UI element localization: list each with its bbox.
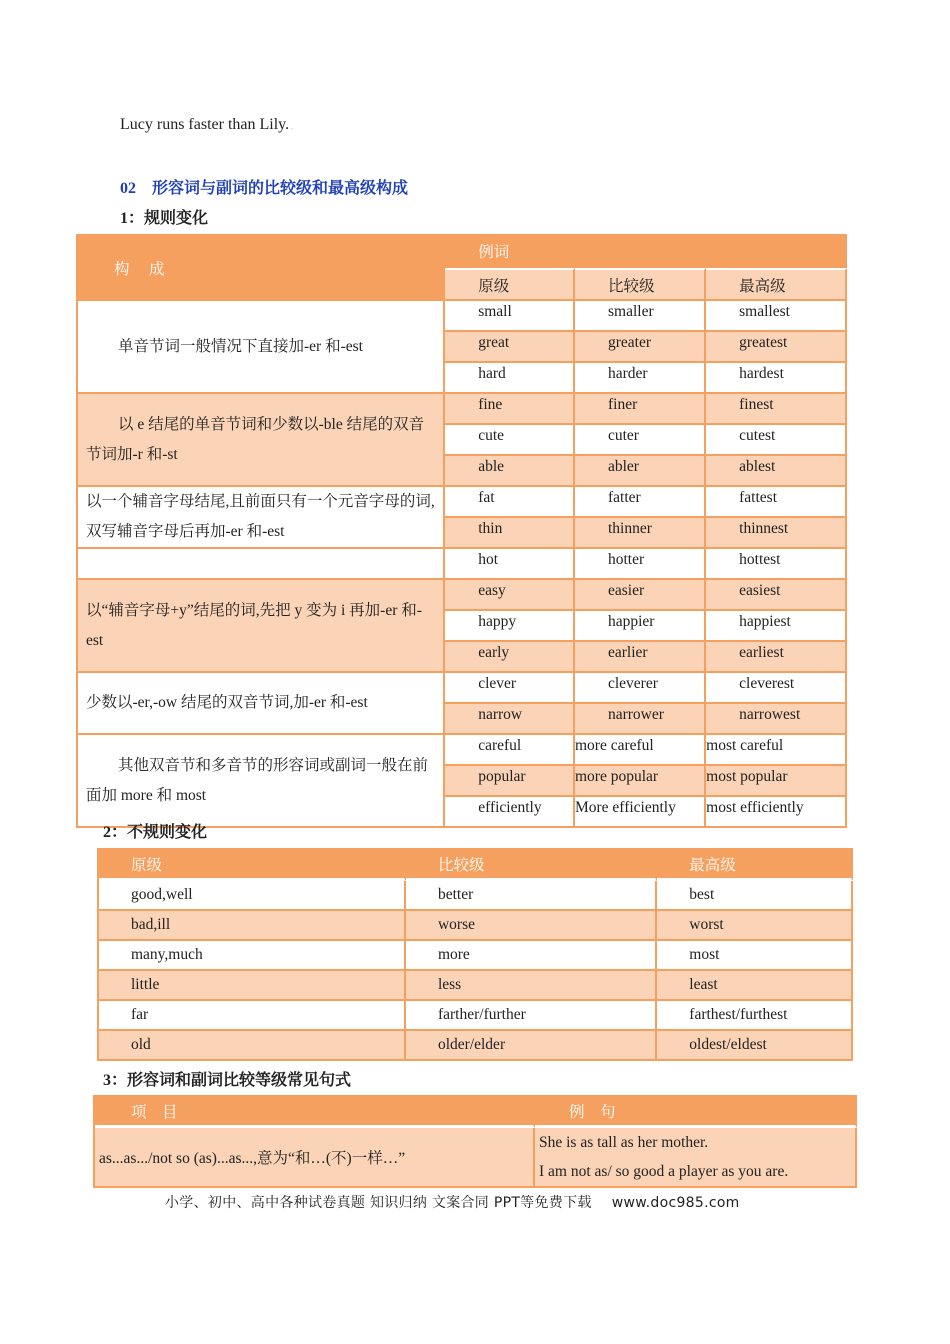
table-row [99, 911, 853, 941]
base-form: narrow [445, 704, 575, 735]
rule-cell: 少数以-er,-ow 结尾的双音节词,加-er 和-est [78, 673, 445, 735]
base-form: fat [445, 487, 575, 518]
comparative-form: worse [406, 911, 657, 941]
base-form: old [99, 1031, 406, 1061]
comparative-form: abler [575, 456, 706, 487]
comparative-form: easier [575, 580, 706, 611]
base-form: popular [445, 766, 575, 797]
comparative-form: better [406, 881, 657, 911]
section-title: 形容词与副词的比较级和最高级构成 [152, 180, 409, 197]
pattern-examples [535, 1128, 857, 1188]
footer-text: 小学、初中、高中各种试卷真题 知识归纳 文案合同 PPT等免费下载 [165, 1195, 592, 1211]
pattern-item: as...as.../not so (as)...as...,意为“和…(不)一样…” [95, 1128, 535, 1188]
comparative-form: finer [575, 394, 706, 425]
superlative-form: most popular [706, 766, 847, 797]
irregular-header-0: 原级 [99, 850, 406, 881]
rule-cell: 其他双音节和多音节的形容词或副词一般在前面加 more 和 most [78, 735, 445, 828]
superlative-form: fattest [706, 487, 847, 518]
pattern-header-example: 例 句 [535, 1097, 857, 1128]
table-row [99, 1001, 853, 1031]
comparative-form: thinner [575, 518, 706, 549]
comparative-form: farther/further [406, 1001, 657, 1031]
comparative-form: cuter [575, 425, 706, 456]
base-form: careful [445, 735, 575, 766]
section-number: 02 [120, 180, 136, 197]
superlative-form: farthest/furthest [657, 1001, 853, 1031]
base-form: far [99, 1001, 406, 1031]
superlative-form: thinnest [706, 518, 847, 549]
comparative-form: greater [575, 332, 706, 363]
superlative-form: cleverest [706, 673, 847, 704]
irregular-change-table [97, 848, 853, 1061]
subheading-irregular: 2：不规则变化 [103, 824, 208, 841]
irregular-header-1: 比较级 [406, 850, 657, 881]
comparative-form: older/elder [406, 1031, 657, 1061]
table-row [78, 301, 847, 332]
superlative-form: smallest [706, 301, 847, 332]
base-form: clever [445, 673, 575, 704]
comparative-form: harder [575, 363, 706, 394]
base-form: able [445, 456, 575, 487]
superlative-form: most efficiently [706, 797, 847, 828]
table-row [99, 1031, 853, 1061]
subheading-regular: 1：规则变化 [120, 210, 209, 227]
table-row [78, 673, 847, 704]
comparative-form: more careful [575, 735, 706, 766]
example-sentence: She is as tall as her mother. [539, 1134, 709, 1151]
regular-change-table [76, 234, 847, 828]
irregular-header-2: 最高级 [657, 850, 853, 881]
table-row [78, 394, 847, 425]
base-form: small [445, 301, 575, 332]
header-rule: 构 成 [78, 236, 445, 301]
section-heading [120, 175, 408, 198]
superlative-form: most careful [706, 735, 847, 766]
base-form: hot [445, 549, 575, 580]
superlative-form: hardest [706, 363, 847, 394]
superlative-form: hottest [706, 549, 847, 580]
pattern-header-item: 项 目 [95, 1097, 535, 1128]
rule-cell: 以 e 结尾的单音节词和少数以-ble 结尾的双音节词加-r 和-st [78, 394, 445, 487]
superlative-form: ablest [706, 456, 847, 487]
superlative-form: cutest [706, 425, 847, 456]
base-form: early [445, 642, 575, 673]
base-form: cute [445, 425, 575, 456]
comparative-form: smaller [575, 301, 706, 332]
base-form: happy [445, 611, 575, 642]
table-row [95, 1128, 857, 1188]
comparative-form: happier [575, 611, 706, 642]
comparative-form: fatter [575, 487, 706, 518]
rule-cell: 单音节词一般情况下直接加-er 和-est [78, 301, 445, 394]
comparative-form: less [406, 971, 657, 1001]
comparative-form: earlier [575, 642, 706, 673]
base-form: good,well [99, 881, 406, 911]
comparative-form: cleverer [575, 673, 706, 704]
comparative-form: narrower [575, 704, 706, 735]
comparative-form: more [406, 941, 657, 971]
base-form: thin [445, 518, 575, 549]
comparative-form: more popular [575, 766, 706, 797]
superlative-form: narrowest [706, 704, 847, 735]
table-row [99, 941, 853, 971]
superlative-form: best [657, 881, 853, 911]
header-superlative: 最高级 [706, 268, 847, 301]
table-row [78, 549, 847, 580]
sentence-pattern-table [93, 1095, 857, 1188]
superlative-form: worst [657, 911, 853, 941]
table-row [78, 487, 847, 518]
table-row [78, 735, 847, 766]
comparative-form: More efficiently [575, 797, 706, 828]
comparative-form: hotter [575, 549, 706, 580]
superlative-form: oldest/eldest [657, 1031, 853, 1061]
base-form: fine [445, 394, 575, 425]
header-comparative: 比较级 [575, 268, 706, 301]
rule-cell [78, 549, 445, 580]
footer-site: www.doc985.com [611, 1195, 740, 1211]
rule-cell: 以“辅音字母+y”结尾的词,先把 y 变为 i 再加-er 和-est [78, 580, 445, 673]
rule-cell: 以一个辅音字母结尾,且前面只有一个元音字母的词,双写辅音字母后再加-er 和-est [78, 487, 445, 549]
superlative-form: easiest [706, 580, 847, 611]
superlative-form: happiest [706, 611, 847, 642]
example-sentence: I am not as/ so good a player as you are. [539, 1163, 789, 1180]
superlative-form: finest [706, 394, 847, 425]
base-form: efficiently [445, 797, 575, 828]
superlative-form: most [657, 941, 853, 971]
superlative-form: earliest [706, 642, 847, 673]
base-form: easy [445, 580, 575, 611]
base-form: great [445, 332, 575, 363]
superlative-form: least [657, 971, 853, 1001]
table-row [99, 881, 853, 911]
header-base: 原级 [445, 268, 575, 301]
superlative-form: greatest [706, 332, 847, 363]
header-examples: 例词 [445, 236, 847, 268]
base-form: many,much [99, 941, 406, 971]
base-form: hard [445, 363, 575, 394]
table-row [78, 580, 847, 611]
intro-sentence: Lucy runs faster than Lily. . [120, 116, 294, 133]
table-row [99, 971, 853, 1001]
subheading-sentence-patterns: 3：形容词和副词比较等级常见句式 [103, 1072, 352, 1089]
base-form: bad,ill [99, 911, 406, 941]
page-footer [165, 1192, 740, 1212]
base-form: little [99, 971, 406, 1001]
